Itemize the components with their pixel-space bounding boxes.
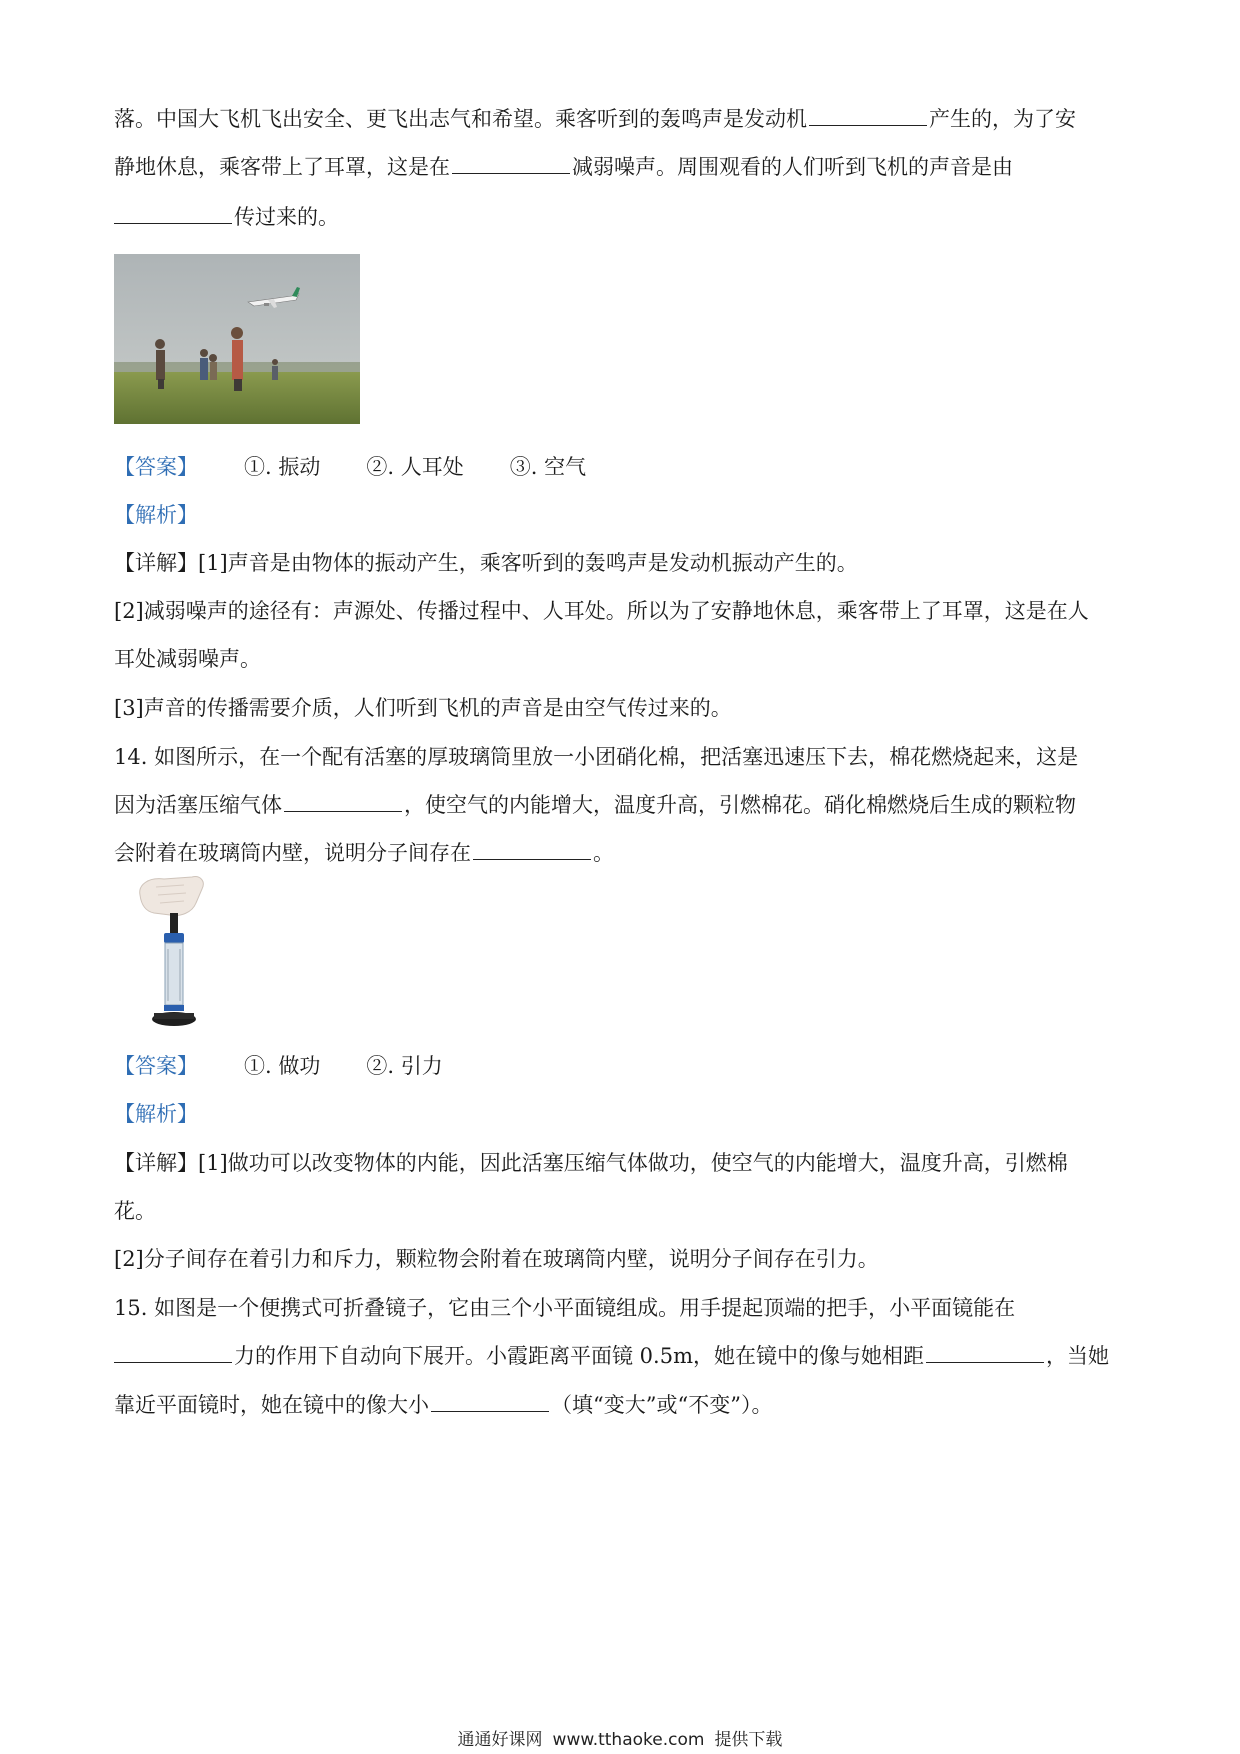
q14-detail-1-cont: 花。 [114, 1199, 156, 1223]
answer-blank [431, 1391, 549, 1412]
answer-blank [114, 203, 232, 224]
page-footer [0, 1725, 1240, 1750]
answer-item: ②. 引力 [366, 1054, 443, 1078]
q13-line-1 [114, 104, 1076, 134]
q14-line-1: 14. 如图所示，在一个配有活塞的厚玻璃筒里放一小团硝化棉，把活塞迅速压下去，棉花燃烧起来，这是 [114, 745, 1079, 769]
q14-text: ，使空气的内能增大，温度升高，引燃棉花。硝化棉燃烧后生成的颗粒物 [404, 793, 1076, 817]
answer-blank [473, 839, 591, 860]
q13-line-3 [114, 202, 339, 232]
q15-text: ，当她 [1045, 1344, 1109, 1368]
answer-tag: 【答案】 [114, 455, 198, 479]
q13-detail-3: [3]声音的传播需要介质，人们听到飞机的声音是由空气传过来的。 [114, 696, 732, 720]
detail-tag: 【详解】 [114, 551, 198, 575]
q14-text: 会附着在玻璃筒内壁，说明分子间存在 [114, 841, 471, 865]
detail-text: [1]做功可以改变物体的内能，因此活塞压缩气体做功，使空气的内能增大，温度升高，引燃棉 [198, 1151, 1068, 1175]
q13-text: 落。中国大飞机飞出安全、更飞出志气和希望。乘客听到的轰鸣声是发动机 [114, 107, 807, 131]
q13-detail-2-cont: 耳处减弱噪声。 [114, 647, 261, 671]
q14-line-2 [114, 790, 1076, 820]
q13-line-2 [114, 152, 1013, 182]
answer-item: ③. 空气 [509, 455, 587, 479]
q13-text: 减弱噪声。周围观看的人们听到飞机的声音是由 [572, 155, 1013, 179]
analysis-tag: 【解析】 [114, 503, 198, 527]
q13-detail-2: [2]减弱噪声的途径有：声源处、传播过程中、人耳处。所以为了安静地休息，乘客带上了耳罩，这是在人 [114, 599, 1089, 623]
answer-item: ①. 做功 [244, 1054, 321, 1078]
answer-blank [926, 1342, 1044, 1363]
answer-item: ①. 振动 [244, 455, 321, 479]
footer-site-name: 通通好课网 [457, 1730, 543, 1750]
q14-text: 因为活塞压缩气体 [114, 793, 282, 817]
answer-item: ②. 人耳处 [366, 455, 464, 479]
q14-line-3 [114, 838, 614, 868]
answer-blank [809, 105, 927, 126]
q14-text: 。 [593, 841, 614, 865]
analysis-tag: 【解析】 [114, 1102, 198, 1126]
q14-answer-row [114, 1051, 443, 1081]
q14-detail-1 [114, 1148, 1068, 1178]
answer-blank [114, 1342, 232, 1363]
answer-blank [452, 153, 570, 174]
q15-text: 力的作用下自动向下展开。小霞距离平面镜 0.5m，她在镜中的像与她相距 [234, 1344, 924, 1368]
q13-answer-row [114, 452, 586, 482]
hand-icon [140, 877, 204, 916]
q13-detail-1 [114, 548, 858, 578]
q14-detail-2: [2]分子间存在着引力和斥力，颗粒物会附着在玻璃筒内壁，说明分子间存在引力。 [114, 1247, 879, 1271]
q13-text: 产生的，为了安 [929, 107, 1076, 131]
airplane-photo [114, 254, 360, 424]
piston-cylinder-photo [134, 873, 220, 1033]
q15-line-1: 15. 如图是一个便携式可折叠镜子，它由三个小平面镜组成。用手提起顶端的把手，小平面镜能在 [114, 1296, 1016, 1320]
q15-text: （填“变大”或“不变”）。 [551, 1393, 773, 1417]
detail-tag: 【详解】 [114, 1151, 198, 1175]
q15-line-3 [114, 1390, 772, 1420]
footer-suffix: 提供下载 [714, 1730, 783, 1750]
answer-tag: 【答案】 [114, 1054, 198, 1078]
answer-blank [284, 791, 402, 812]
footer-url-link[interactable]: www.tthaoke.com [552, 1730, 705, 1750]
detail-text: [1]声音是由物体的振动产生，乘客听到的轰鸣声是发动机振动产生的。 [198, 551, 858, 575]
q15-text: 靠近平面镜时，她在镜中的像大小 [114, 1393, 429, 1417]
q15-line-2 [114, 1341, 1109, 1371]
q13-text: 传过来的。 [234, 205, 339, 229]
q13-text: 静地休息，乘客带上了耳罩，这是在 [114, 155, 450, 179]
